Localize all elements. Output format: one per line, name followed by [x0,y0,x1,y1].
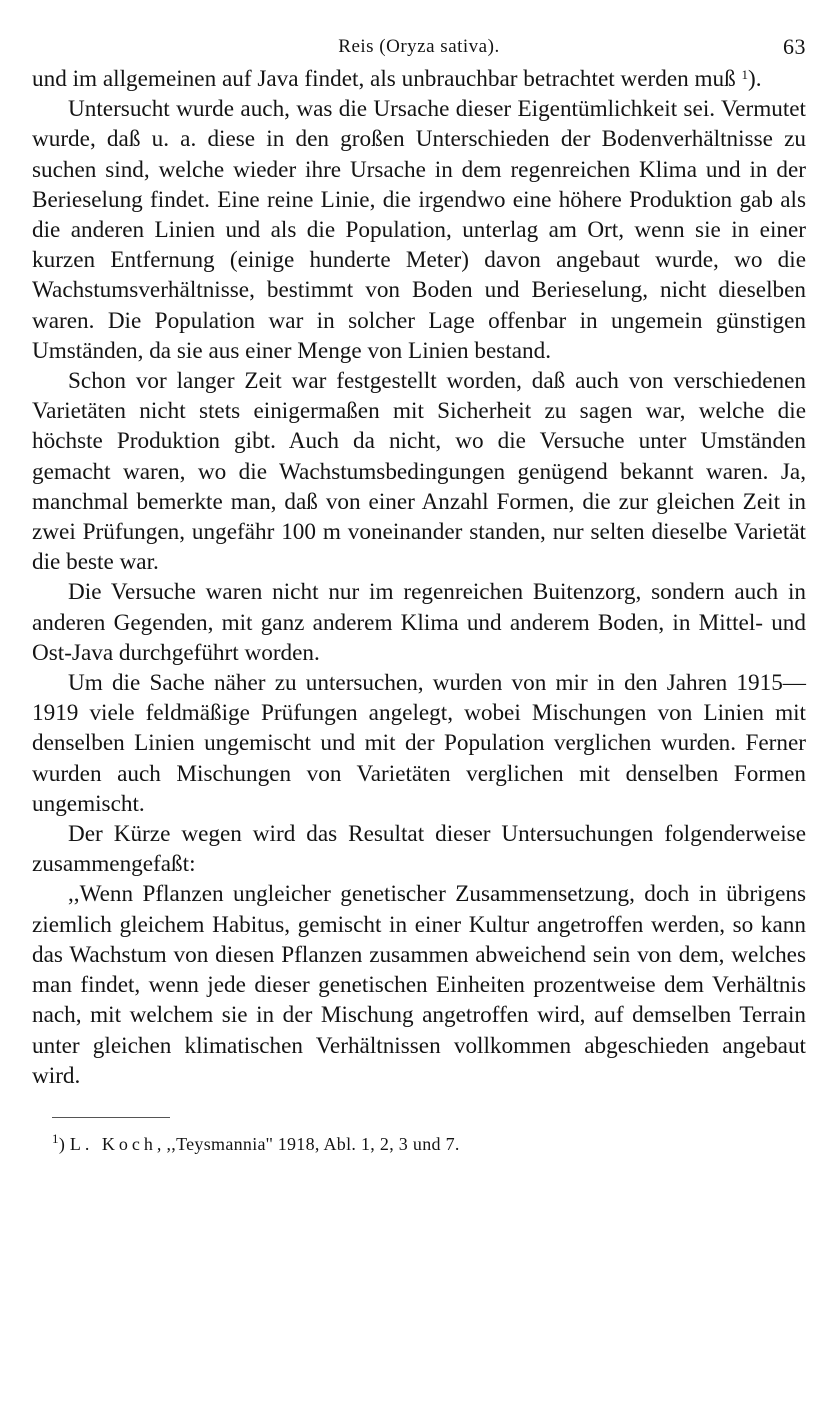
paragraph-2: Untersucht wurde auch, was die Ursache dieser Eigentümlichkeit sei. Vermutet wurde, daß u. a. diese in den großen Unterschieden der Bodenverhältnisse zu suchen sind, welche wieder ihre Ursache in dem regenreichen Klima und in der Berieselung findet. Eine reine Linie, die irgendwo eine höhere Produktion gab als die anderen Linien und als die Population, unterlag am Ort, wenn sie in einer kurzen Entfernung (einige hunderte Meter) davon angebaut wurde, wo die Wachstumsverhältnisse, bestimmt von Boden und Berieselung, nicht dieselben waren. Die Population war in solcher Lage offenbar in ungemein günstigen Umständen, da sie aus einer Menge von Linien bestand. [32,96,806,364]
paragraph-1: und im allgemeinen auf Java findet, als unbrauchbar betrachtet werden muß $^1$). [32,66,762,92]
running-head [32,28,806,62]
footnote-author: L. Koch [69,1133,157,1154]
footnote-ref: 1 [741,67,749,82]
paragraph-3: Schon vor langer Zeit war festgestellt worden, daß auch von verschiedenen Varietäten nicht stets einigermaßen mit Sicherheit zu sagen war, welche die höchste Produktion gibt. Auch da nicht, wo die Versuche unter Umständen gemacht waren, wo die Wachstumsbedingungen genügend bekannt waren. Ja, manchmal bemerkte man, daß von einer Anzahl Formen, die zur gleichen Zeit in zwei Prüfungen, ungefähr 100 m voneinander standen, nur selten dieselbe Varietät die beste war. [32,368,806,576]
paragraph-6: Der Kürze wegen wird das Resultat dieser Untersuchungen folgenderweise zusammengefaßt: [32,821,806,878]
body-text [32,64,806,1091]
footnote-marker: 1 [52,1130,59,1146]
running-title: Reis (Oryza sativa). [338,36,500,57]
page-number: 63 [783,34,806,59]
document-page [32,28,806,1156]
paragraph-5: Um die Sache näher zu untersuchen, wurden von mir in den Jahren 1915—1919 viele feldmäßige Prüfungen angelegt, wobei Mischungen von Linien mit denselben Linien ungemischt und mit der Population verglichen wurden. Ferner wurden auch Mischungen von Varietäten verglichen mit denselben Formen ungemischt. [32,670,806,817]
footnote-citation: , ,,Teysmannia'' 1918, Abl. 1, 2, 3 und 7. [156,1133,460,1154]
footnote [32,1132,806,1156]
paragraph-4: Die Versuche waren nicht nur im regenreichen Buitenzorg, sondern auch in anderen Gegenden, mit ganz anderem Klima und anderem Boden, in Mittel- und Ost-Java durchgeführt worden. [32,579,806,666]
paragraph-7: ,,Wenn Pflanzen ungleicher genetischer Zusammensetzung, doch in übrigens ziemlich gleichem Habitus, gemischt in einer Kultur angetroffen werden, so kann das Wachstum von diesen Pflanzen zusammen abweichend sein von dem, welches man findet, wenn jede dieser genetischen Einheiten prozentweise dem Verhältnis nach, mit welchem sie in der Mischung angetroffen wird, auf demselben Terrain unter gleichen klimatischen Verhältnissen vollkommen abgeschieden angebaut wird. [32,881,806,1089]
footnote-divider [52,1117,170,1118]
footnote-marker-suffix: ) [58,1133,66,1154]
